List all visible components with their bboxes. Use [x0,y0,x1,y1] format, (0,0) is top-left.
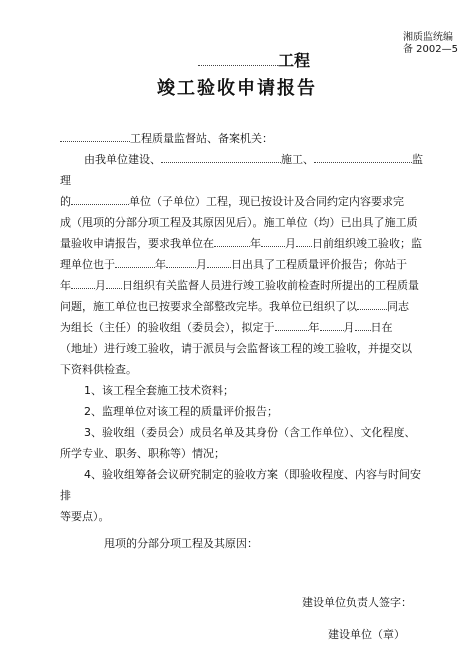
unfinished-items-label: 甩项的分部分项工程及其原因： [104,537,258,550]
project-title-suffix: 工程 [278,51,311,70]
paragraph-line-7 [60,254,407,275]
attachment-item-1: 1、该工程全套施工技术资料； [84,384,234,397]
paragraph-line-2 [84,149,423,170]
paragraph-line-9 [60,296,409,317]
line4-text-a: 的 [60,195,71,208]
line10-text-a: 为组长（主任）的验收组（委员会），拟定于 [60,321,275,334]
builder-blank[interactable] [161,152,281,163]
line10-text-d: 日在 [370,321,393,334]
paragraph-line-5: 成（甩项的分部分项工程及其原因见后）。施工单位（均）已出具了施工质 [60,216,418,229]
inspection-month-blank[interactable] [71,278,95,289]
paragraph-line-11: （地址）进行竣工验收，请于派员与会监督该工程的竣工验收，并提交以 [60,342,412,355]
line9-text-a: 问题，施工单位也已按要求全部整改完毕。我单位已组织了以 [60,300,357,313]
attachment-item-4a: 4、验收组筹备会议研究制定的验收方案（即验收程度、内容与时间安 [84,468,421,481]
unit-seal-label: 建设单位（章） [328,628,405,641]
project-name-blank[interactable] [198,55,278,66]
line6-text-c: 月 [285,237,296,250]
line4-text-b: 单位（子单位）工程，现已按设计及合同约定内容要求完 [129,195,404,208]
line6-text-a: 量验收申请报告，要求我单位在 [60,237,214,250]
planned-day-blank[interactable] [355,320,371,331]
form-id-line1: 湘质监统编 [403,32,453,43]
form-id [403,32,458,56]
planned-year-blank[interactable] [275,320,309,331]
attachment-item-3a: 3、验收组（委员会）成员名单及其身份（含工作单位）、文化程度、 [84,426,416,439]
p1-text-a: 由我单位建设、 [84,153,161,166]
unit-project-blank[interactable] [71,194,129,205]
addressee-line [60,128,273,149]
line6-text-d: 日前组织竣工验收；监 [312,237,422,250]
team-leader-blank[interactable] [357,299,387,310]
line7-text-c: 月 [196,258,207,271]
supervision-station-blank[interactable] [60,131,130,142]
line7-text-a: 理单位也于 [60,258,115,271]
addressee-label: 工程质量监督站、备案机关： [130,132,273,145]
paragraph-line-12: 下资料供检查。 [60,363,137,376]
paragraph-line-8 [60,275,419,296]
paragraph-line-6 [60,233,422,254]
leader-signature-label: 建设单位负责人签字： [302,596,412,609]
project-title [198,48,310,71]
paragraph-line-3 [60,170,71,191]
report-month-blank[interactable] [166,257,196,268]
line7-text-b: 年 [155,258,166,271]
form-id-line2: 备 2002—5 [403,44,458,55]
p1-text-b: 施工、 [281,153,314,166]
acceptance-month-blank[interactable] [261,236,285,247]
planned-month-blank[interactable] [320,320,344,331]
report-year-blank[interactable] [115,257,155,268]
paragraph-line-4 [60,191,404,212]
p1-text-c: 监 [412,153,423,166]
contractor-blank[interactable] [314,152,412,163]
line10-text-b: 年 [308,321,320,334]
paragraph-line-10 [60,317,393,338]
acceptance-day-blank[interactable] [296,236,312,247]
line3-text: 理 [60,174,71,187]
line8-text-b: 月 [95,279,106,292]
attachment-item-3b: 所学专业、职务、职称等）情况； [60,447,225,460]
attachment-item-4b: 排 [60,489,71,502]
page-title: 竣工验收申请报告 [157,78,317,99]
acceptance-year-blank[interactable] [214,236,250,247]
attachment-item-4c: 等要点）。 [60,510,110,523]
line10-text-c: 月 [343,321,355,334]
line8-text-c: 日组织有关监督人员进行竣工验收前检查时所提出的工程质量 [122,279,419,292]
line8-text-a: 年 [60,279,71,292]
line6-text-b: 年 [250,237,261,250]
line7-text-d: 日出具了工程质量评价报告；你站于 [231,258,407,271]
report-day-blank[interactable] [207,257,231,268]
attachment-item-2: 2、监理单位对该工程的质量评价报告； [84,405,278,418]
inspection-day-blank[interactable] [106,278,122,289]
line9-text-b: 同志 [387,300,409,313]
